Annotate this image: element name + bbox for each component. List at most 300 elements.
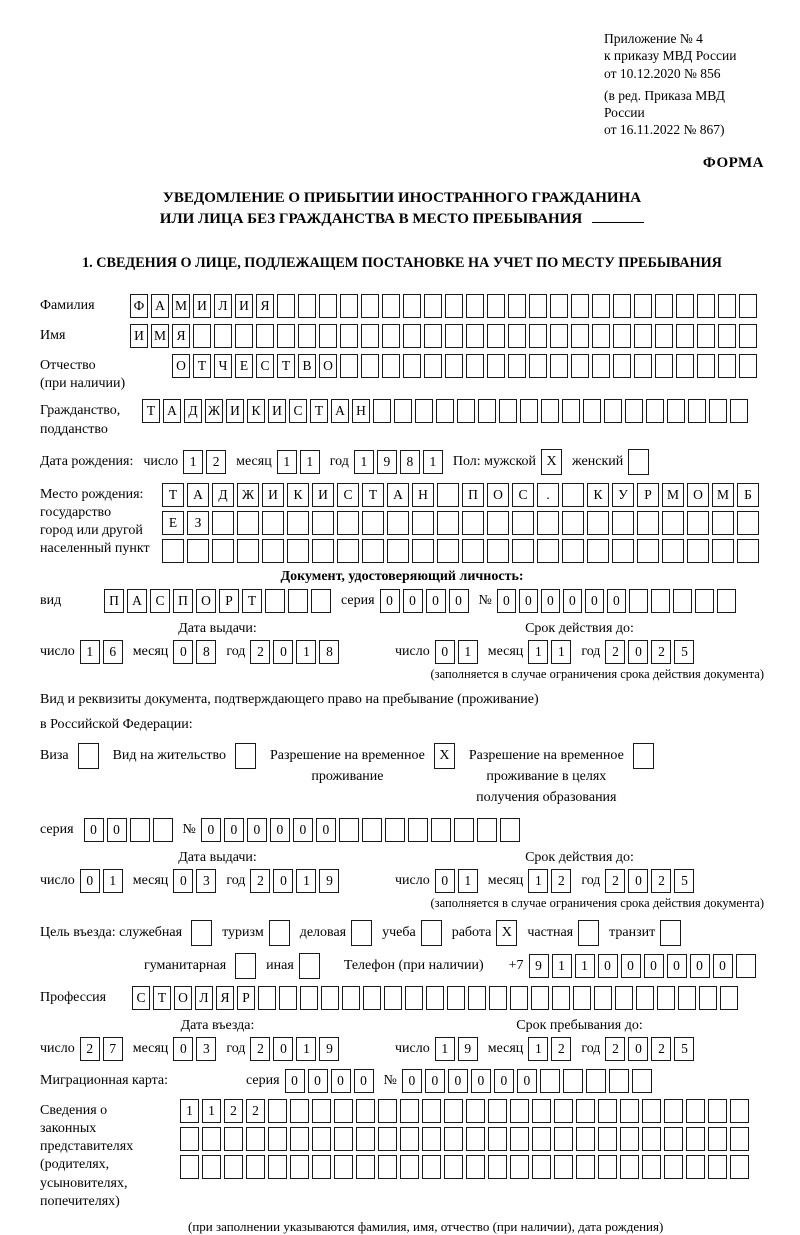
char-box[interactable]: С bbox=[150, 589, 170, 613]
char-box[interactable] bbox=[520, 399, 538, 423]
char-box[interactable] bbox=[576, 1127, 595, 1151]
char-box[interactable] bbox=[529, 354, 547, 378]
char-box[interactable] bbox=[187, 539, 209, 563]
char-box[interactable] bbox=[356, 1099, 375, 1123]
char-box[interactable]: 0 bbox=[308, 1069, 328, 1093]
char-box[interactable] bbox=[437, 511, 459, 535]
char-box[interactable]: 9 bbox=[319, 1037, 339, 1061]
char-box[interactable]: У bbox=[612, 483, 634, 507]
char-box[interactable] bbox=[634, 354, 652, 378]
char-box[interactable] bbox=[246, 1127, 265, 1151]
char-box[interactable] bbox=[571, 294, 589, 318]
char-box[interactable]: О bbox=[196, 589, 216, 613]
char-box[interactable] bbox=[466, 324, 484, 348]
char-box[interactable] bbox=[382, 294, 400, 318]
char-box[interactable]: 2 bbox=[250, 1037, 270, 1061]
char-box[interactable] bbox=[562, 539, 584, 563]
char-box[interactable]: 0 bbox=[201, 818, 221, 842]
char-box[interactable] bbox=[632, 1069, 652, 1093]
char-box[interactable]: 2 bbox=[80, 1037, 100, 1061]
char-box[interactable] bbox=[695, 589, 714, 613]
char-box[interactable] bbox=[730, 1099, 749, 1123]
char-box[interactable] bbox=[512, 511, 534, 535]
char-box[interactable] bbox=[258, 986, 276, 1010]
char-box[interactable] bbox=[730, 1127, 749, 1151]
char-box[interactable] bbox=[235, 324, 253, 348]
char-box[interactable] bbox=[571, 354, 589, 378]
char-box[interactable]: Т bbox=[153, 986, 171, 1010]
char-box[interactable] bbox=[422, 1155, 441, 1179]
char-box[interactable] bbox=[403, 354, 421, 378]
char-box[interactable] bbox=[508, 324, 526, 348]
char-box[interactable]: 9 bbox=[529, 954, 549, 978]
char-box[interactable]: 0 bbox=[448, 1069, 468, 1093]
char-box[interactable] bbox=[319, 294, 337, 318]
char-box[interactable] bbox=[598, 1155, 617, 1179]
char-box[interactable] bbox=[312, 539, 334, 563]
char-box[interactable]: 0 bbox=[517, 1069, 537, 1093]
char-box[interactable] bbox=[212, 511, 234, 535]
char-box[interactable] bbox=[340, 294, 358, 318]
char-box[interactable]: Ч bbox=[214, 354, 232, 378]
char-box[interactable]: 5 bbox=[674, 1037, 694, 1061]
char-box[interactable]: 8 bbox=[319, 640, 339, 664]
char-box[interactable] bbox=[290, 1099, 309, 1123]
char-box[interactable]: Т bbox=[142, 399, 160, 423]
char-box[interactable]: И bbox=[312, 483, 334, 507]
char-box[interactable]: О bbox=[687, 483, 709, 507]
char-box[interactable]: 0 bbox=[285, 1069, 305, 1093]
char-box[interactable] bbox=[655, 324, 673, 348]
char-box[interactable] bbox=[615, 986, 633, 1010]
char-box[interactable]: Ж bbox=[237, 483, 259, 507]
char-box[interactable] bbox=[405, 986, 423, 1010]
char-box[interactable]: 2 bbox=[250, 869, 270, 893]
char-box[interactable] bbox=[487, 511, 509, 535]
char-box[interactable] bbox=[466, 294, 484, 318]
char-box[interactable] bbox=[488, 1099, 507, 1123]
char-box[interactable] bbox=[445, 324, 463, 348]
char-box[interactable] bbox=[562, 483, 584, 507]
char-box[interactable] bbox=[550, 294, 568, 318]
char-box[interactable] bbox=[620, 1155, 639, 1179]
char-box[interactable] bbox=[717, 589, 736, 613]
char-box[interactable]: А bbox=[187, 483, 209, 507]
char-box[interactable]: 0 bbox=[585, 589, 604, 613]
char-box[interactable] bbox=[337, 539, 359, 563]
char-box[interactable] bbox=[277, 324, 295, 348]
char-box[interactable] bbox=[361, 324, 379, 348]
char-box[interactable]: Т bbox=[193, 354, 211, 378]
char-box[interactable] bbox=[312, 511, 334, 535]
char-box[interactable] bbox=[387, 539, 409, 563]
char-box[interactable]: 1 bbox=[80, 640, 100, 664]
char-box[interactable] bbox=[340, 324, 358, 348]
char-box[interactable] bbox=[629, 589, 648, 613]
char-box[interactable] bbox=[499, 399, 517, 423]
char-box[interactable] bbox=[718, 354, 736, 378]
char-box[interactable]: П bbox=[173, 589, 193, 613]
char-box[interactable] bbox=[334, 1155, 353, 1179]
char-box[interactable] bbox=[180, 1155, 199, 1179]
char-box[interactable]: 1 bbox=[575, 954, 595, 978]
char-box[interactable]: 2 bbox=[224, 1099, 243, 1123]
char-box[interactable] bbox=[529, 324, 547, 348]
char-box[interactable] bbox=[688, 399, 706, 423]
char-box[interactable]: И bbox=[193, 294, 211, 318]
char-box[interactable]: Т bbox=[162, 483, 184, 507]
char-box[interactable] bbox=[478, 399, 496, 423]
char-box[interactable] bbox=[510, 1155, 529, 1179]
purpose-transit-checkbox[interactable] bbox=[660, 920, 681, 946]
char-box[interactable] bbox=[312, 1099, 331, 1123]
char-box[interactable] bbox=[699, 986, 717, 1010]
char-box[interactable] bbox=[541, 399, 559, 423]
char-box[interactable] bbox=[400, 1099, 419, 1123]
char-box[interactable] bbox=[510, 986, 528, 1010]
char-box[interactable]: 2 bbox=[206, 450, 226, 474]
char-box[interactable] bbox=[730, 1155, 749, 1179]
char-box[interactable]: Л bbox=[195, 986, 213, 1010]
residence-permit-checkbox[interactable] bbox=[235, 743, 256, 769]
char-box[interactable] bbox=[224, 1127, 243, 1151]
char-box[interactable] bbox=[667, 399, 685, 423]
char-box[interactable]: А bbox=[127, 589, 147, 613]
char-box[interactable]: М bbox=[172, 294, 190, 318]
char-box[interactable] bbox=[708, 1155, 727, 1179]
char-box[interactable] bbox=[462, 539, 484, 563]
char-box[interactable]: М bbox=[712, 483, 734, 507]
char-box[interactable] bbox=[356, 1127, 375, 1151]
char-box[interactable] bbox=[554, 1127, 573, 1151]
char-box[interactable] bbox=[576, 1099, 595, 1123]
char-box[interactable] bbox=[224, 1155, 243, 1179]
char-box[interactable] bbox=[424, 354, 442, 378]
char-box[interactable]: А bbox=[331, 399, 349, 423]
char-box[interactable]: 0 bbox=[247, 818, 267, 842]
char-box[interactable] bbox=[300, 986, 318, 1010]
char-box[interactable]: 0 bbox=[690, 954, 710, 978]
char-box[interactable] bbox=[712, 511, 734, 535]
char-box[interactable] bbox=[676, 324, 694, 348]
char-box[interactable] bbox=[202, 1155, 221, 1179]
char-box[interactable] bbox=[657, 986, 675, 1010]
char-box[interactable] bbox=[412, 511, 434, 535]
char-box[interactable] bbox=[237, 539, 259, 563]
purpose-tourism-checkbox[interactable] bbox=[269, 920, 290, 946]
char-box[interactable] bbox=[708, 1127, 727, 1151]
char-box[interactable]: П bbox=[104, 589, 124, 613]
char-box[interactable]: Я bbox=[216, 986, 234, 1010]
char-box[interactable]: Е bbox=[235, 354, 253, 378]
char-box[interactable]: 6 bbox=[103, 640, 123, 664]
char-box[interactable] bbox=[487, 294, 505, 318]
char-box[interactable] bbox=[378, 1127, 397, 1151]
char-box[interactable] bbox=[437, 539, 459, 563]
char-box[interactable] bbox=[424, 294, 442, 318]
char-box[interactable] bbox=[319, 324, 337, 348]
char-box[interactable]: 0 bbox=[402, 1069, 422, 1093]
char-box[interactable]: 1 bbox=[277, 450, 297, 474]
char-box[interactable]: И bbox=[130, 324, 148, 348]
char-box[interactable] bbox=[583, 399, 601, 423]
char-box[interactable]: А bbox=[163, 399, 181, 423]
char-box[interactable] bbox=[613, 354, 631, 378]
char-box[interactable] bbox=[424, 324, 442, 348]
char-box[interactable]: 0 bbox=[84, 818, 104, 842]
char-box[interactable] bbox=[265, 589, 285, 613]
char-box[interactable] bbox=[342, 986, 360, 1010]
char-box[interactable]: А bbox=[387, 483, 409, 507]
char-box[interactable]: 1 bbox=[354, 450, 374, 474]
char-box[interactable] bbox=[510, 1127, 529, 1151]
char-box[interactable] bbox=[488, 1155, 507, 1179]
char-box[interactable]: 0 bbox=[541, 589, 560, 613]
char-box[interactable]: 0 bbox=[667, 954, 687, 978]
purpose-private-checkbox[interactable] bbox=[578, 920, 599, 946]
char-box[interactable] bbox=[445, 294, 463, 318]
char-box[interactable] bbox=[687, 511, 709, 535]
char-box[interactable] bbox=[562, 511, 584, 535]
char-box[interactable]: 9 bbox=[458, 1037, 478, 1061]
char-box[interactable] bbox=[279, 986, 297, 1010]
char-box[interactable]: К bbox=[247, 399, 265, 423]
char-box[interactable] bbox=[361, 354, 379, 378]
char-box[interactable] bbox=[337, 511, 359, 535]
char-box[interactable]: С bbox=[512, 483, 534, 507]
char-box[interactable] bbox=[362, 511, 384, 535]
char-box[interactable]: Б bbox=[737, 483, 759, 507]
sex-male-checkbox[interactable]: X bbox=[541, 449, 562, 475]
char-box[interactable] bbox=[466, 1155, 485, 1179]
char-box[interactable] bbox=[637, 511, 659, 535]
char-box[interactable] bbox=[212, 539, 234, 563]
char-box[interactable] bbox=[268, 1099, 287, 1123]
char-box[interactable]: 9 bbox=[377, 450, 397, 474]
char-box[interactable] bbox=[180, 1127, 199, 1151]
char-box[interactable]: 2 bbox=[605, 869, 625, 893]
char-box[interactable] bbox=[468, 986, 486, 1010]
char-box[interactable]: 1 bbox=[458, 869, 478, 893]
char-box[interactable]: Я bbox=[172, 324, 190, 348]
char-box[interactable] bbox=[587, 511, 609, 535]
char-box[interactable] bbox=[737, 511, 759, 535]
char-box[interactable]: 2 bbox=[651, 640, 671, 664]
char-box[interactable] bbox=[193, 324, 211, 348]
char-box[interactable]: 1 bbox=[551, 640, 571, 664]
char-box[interactable] bbox=[552, 986, 570, 1010]
char-box[interactable] bbox=[408, 818, 428, 842]
char-box[interactable]: 2 bbox=[250, 640, 270, 664]
char-box[interactable] bbox=[708, 1099, 727, 1123]
char-box[interactable]: 2 bbox=[605, 640, 625, 664]
char-box[interactable]: Ф bbox=[130, 294, 148, 318]
char-box[interactable]: 1 bbox=[296, 640, 316, 664]
char-box[interactable] bbox=[550, 354, 568, 378]
char-box[interactable]: Е bbox=[162, 511, 184, 535]
purpose-humanitarian-checkbox[interactable] bbox=[235, 953, 256, 979]
char-box[interactable] bbox=[736, 954, 756, 978]
char-box[interactable] bbox=[594, 986, 612, 1010]
char-box[interactable] bbox=[612, 539, 634, 563]
purpose-study-checkbox[interactable] bbox=[421, 920, 442, 946]
char-box[interactable] bbox=[718, 294, 736, 318]
char-box[interactable] bbox=[290, 1127, 309, 1151]
char-box[interactable]: И bbox=[235, 294, 253, 318]
char-box[interactable]: Т bbox=[277, 354, 295, 378]
char-box[interactable] bbox=[362, 539, 384, 563]
char-box[interactable] bbox=[598, 1099, 617, 1123]
temp-residence-edu-checkbox[interactable] bbox=[633, 743, 654, 769]
char-box[interactable] bbox=[730, 399, 748, 423]
char-box[interactable] bbox=[340, 354, 358, 378]
char-box[interactable]: 1 bbox=[552, 954, 572, 978]
char-box[interactable]: 2 bbox=[246, 1099, 265, 1123]
char-box[interactable] bbox=[550, 324, 568, 348]
char-box[interactable]: 1 bbox=[296, 869, 316, 893]
char-box[interactable] bbox=[262, 539, 284, 563]
char-box[interactable] bbox=[739, 294, 757, 318]
char-box[interactable]: . bbox=[537, 483, 559, 507]
char-box[interactable] bbox=[642, 1099, 661, 1123]
char-box[interactable] bbox=[532, 1127, 551, 1151]
char-box[interactable] bbox=[651, 589, 670, 613]
char-box[interactable]: 2 bbox=[551, 1037, 571, 1061]
char-box[interactable] bbox=[709, 399, 727, 423]
char-box[interactable] bbox=[655, 354, 673, 378]
char-box[interactable] bbox=[268, 1155, 287, 1179]
char-box[interactable]: 0 bbox=[621, 954, 641, 978]
char-box[interactable] bbox=[400, 1155, 419, 1179]
char-box[interactable] bbox=[686, 1127, 705, 1151]
char-box[interactable] bbox=[246, 1155, 265, 1179]
char-box[interactable] bbox=[382, 324, 400, 348]
char-box[interactable] bbox=[613, 294, 631, 318]
purpose-work-checkbox[interactable]: X bbox=[496, 920, 517, 946]
char-box[interactable]: Р bbox=[637, 483, 659, 507]
char-box[interactable]: 1 bbox=[296, 1037, 316, 1061]
char-box[interactable] bbox=[678, 986, 696, 1010]
char-box[interactable]: 0 bbox=[607, 589, 626, 613]
char-box[interactable]: 0 bbox=[173, 640, 193, 664]
char-box[interactable] bbox=[487, 324, 505, 348]
char-box[interactable] bbox=[298, 324, 316, 348]
char-box[interactable] bbox=[531, 986, 549, 1010]
char-box[interactable] bbox=[445, 354, 463, 378]
char-box[interactable]: 1 bbox=[528, 869, 548, 893]
char-box[interactable] bbox=[609, 1069, 629, 1093]
char-box[interactable]: 0 bbox=[316, 818, 336, 842]
char-box[interactable]: К bbox=[587, 483, 609, 507]
char-box[interactable] bbox=[394, 399, 412, 423]
char-box[interactable] bbox=[437, 483, 459, 507]
char-box[interactable] bbox=[662, 539, 684, 563]
char-box[interactable] bbox=[562, 399, 580, 423]
char-box[interactable] bbox=[604, 399, 622, 423]
char-box[interactable] bbox=[362, 818, 382, 842]
char-box[interactable] bbox=[487, 539, 509, 563]
char-box[interactable] bbox=[642, 1155, 661, 1179]
char-box[interactable] bbox=[512, 539, 534, 563]
char-box[interactable]: 0 bbox=[354, 1069, 374, 1093]
char-box[interactable] bbox=[508, 354, 526, 378]
char-box[interactable] bbox=[620, 1127, 639, 1151]
char-box[interactable]: 0 bbox=[273, 869, 293, 893]
char-box[interactable] bbox=[462, 511, 484, 535]
char-box[interactable]: И bbox=[226, 399, 244, 423]
char-box[interactable] bbox=[697, 294, 715, 318]
char-box[interactable]: П bbox=[462, 483, 484, 507]
char-box[interactable] bbox=[361, 294, 379, 318]
char-box[interactable]: 0 bbox=[293, 818, 313, 842]
char-box[interactable] bbox=[426, 986, 444, 1010]
char-box[interactable] bbox=[686, 1099, 705, 1123]
char-box[interactable] bbox=[613, 324, 631, 348]
char-box[interactable] bbox=[403, 324, 421, 348]
char-box[interactable] bbox=[334, 1099, 353, 1123]
char-box[interactable] bbox=[532, 1099, 551, 1123]
char-box[interactable] bbox=[718, 324, 736, 348]
char-box[interactable] bbox=[662, 511, 684, 535]
char-box[interactable] bbox=[637, 539, 659, 563]
char-box[interactable] bbox=[739, 354, 757, 378]
char-box[interactable]: 0 bbox=[713, 954, 733, 978]
char-box[interactable]: 1 bbox=[202, 1099, 221, 1123]
char-box[interactable] bbox=[378, 1099, 397, 1123]
char-box[interactable] bbox=[373, 399, 391, 423]
char-box[interactable] bbox=[287, 539, 309, 563]
char-box[interactable] bbox=[664, 1099, 683, 1123]
char-box[interactable]: Н bbox=[412, 483, 434, 507]
char-box[interactable]: 0 bbox=[628, 640, 648, 664]
char-box[interactable]: 5 bbox=[674, 869, 694, 893]
char-box[interactable]: К bbox=[287, 483, 309, 507]
char-box[interactable]: 0 bbox=[435, 640, 455, 664]
char-box[interactable] bbox=[321, 986, 339, 1010]
char-box[interactable]: 1 bbox=[458, 640, 478, 664]
char-box[interactable] bbox=[508, 294, 526, 318]
char-box[interactable]: Д bbox=[212, 483, 234, 507]
char-box[interactable] bbox=[571, 324, 589, 348]
char-box[interactable]: 7 bbox=[103, 1037, 123, 1061]
char-box[interactable] bbox=[489, 986, 507, 1010]
char-box[interactable]: З bbox=[187, 511, 209, 535]
char-box[interactable]: 0 bbox=[273, 640, 293, 664]
char-box[interactable] bbox=[673, 589, 692, 613]
char-box[interactable]: 0 bbox=[425, 1069, 445, 1093]
char-box[interactable]: М bbox=[151, 324, 169, 348]
char-box[interactable] bbox=[457, 399, 475, 423]
char-box[interactable] bbox=[290, 1155, 309, 1179]
char-box[interactable] bbox=[415, 399, 433, 423]
char-box[interactable] bbox=[311, 589, 331, 613]
char-box[interactable] bbox=[130, 818, 150, 842]
char-box[interactable] bbox=[356, 1155, 375, 1179]
char-box[interactable] bbox=[384, 986, 402, 1010]
char-box[interactable]: 2 bbox=[605, 1037, 625, 1061]
char-box[interactable]: Т bbox=[310, 399, 328, 423]
purpose-business-checkbox[interactable] bbox=[191, 920, 212, 946]
char-box[interactable]: 3 bbox=[196, 1037, 216, 1061]
char-box[interactable] bbox=[664, 1127, 683, 1151]
char-box[interactable] bbox=[378, 1155, 397, 1179]
char-box[interactable] bbox=[477, 818, 497, 842]
char-box[interactable] bbox=[573, 986, 591, 1010]
char-box[interactable] bbox=[262, 511, 284, 535]
char-box[interactable]: С bbox=[256, 354, 274, 378]
char-box[interactable] bbox=[634, 324, 652, 348]
char-box[interactable] bbox=[339, 818, 359, 842]
